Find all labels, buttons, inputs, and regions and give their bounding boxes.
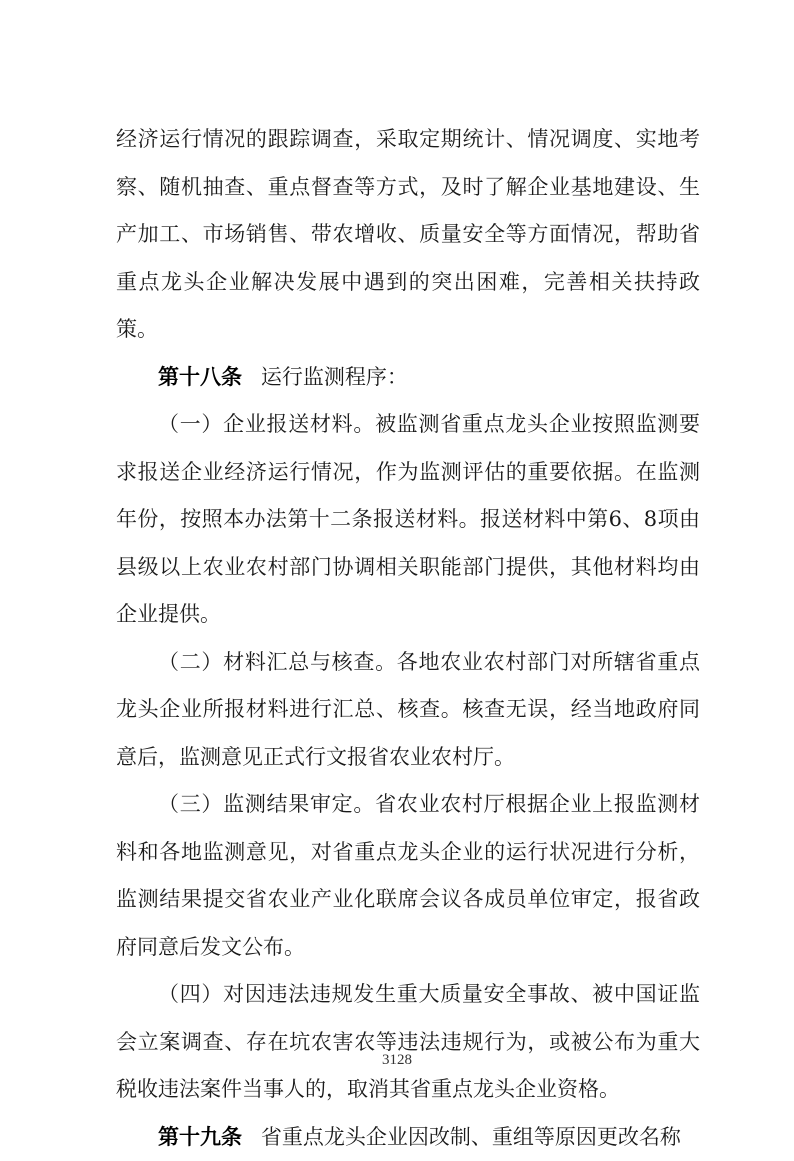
paragraph-continuation: 经济运行情况的跟踪调查，采取定期统计、情况调度、实地考察、随机抽查、重点督查等方式，及时了解企业基地建设、生产加工、市场销售、带农增收、质量安全等方面情况，帮助省重点龙头企业解决发展中遇到的突出困难，完善相关扶持政策。 xyxy=(116,116,700,354)
page-number: 3128 xyxy=(0,1052,794,1069)
article-18-text: 运行监测程序： xyxy=(261,365,408,389)
article-18-item-4: （四）对因违法违规发生重大质量安全事故、被中国证监会立案调查、存在坑农害农等违法违规行为，或被公布为重大税收违法案件当事人的，取消其省重点龙头企业资格。 xyxy=(116,971,700,1114)
article-18 xyxy=(116,354,700,402)
article-19 xyxy=(116,1114,700,1161)
article-18-item-2: （二）材料汇总与核查。各地农业农村部门对所辖省重点龙头企业所报材料进行汇总、核查。核查无误，经当地政府同意后，监测意见正式行文报省农业农村厅。 xyxy=(116,639,700,782)
article-18-item-3: （三）监测结果审定。省农业农村厅根据企业上报监测材料和各地监测意见，对省重点龙头企业的运行状况进行分析，监测结果提交省农业产业化联席会议各成员单位审定，报省政府同意后发文公布。 xyxy=(116,781,700,971)
article-19-text: 省重点龙头企业因改制、重组等原因更改名称 xyxy=(261,1125,681,1149)
article-18-item-1: （一）企业报送材料。被监测省重点龙头企业按照监测要求报送企业经济运行情况，作为监测评估的重要依据。在监测年份，按照本办法第十二条报送材料。报送材料中第6、8项由县级以上农业农村部门协调相关职能部门提供，其他材料均由企业提供。 xyxy=(116,401,700,639)
document-body xyxy=(116,116,700,1161)
article-18-heading: 第十八条 xyxy=(158,365,242,389)
article-19-heading: 第十九条 xyxy=(158,1125,242,1149)
